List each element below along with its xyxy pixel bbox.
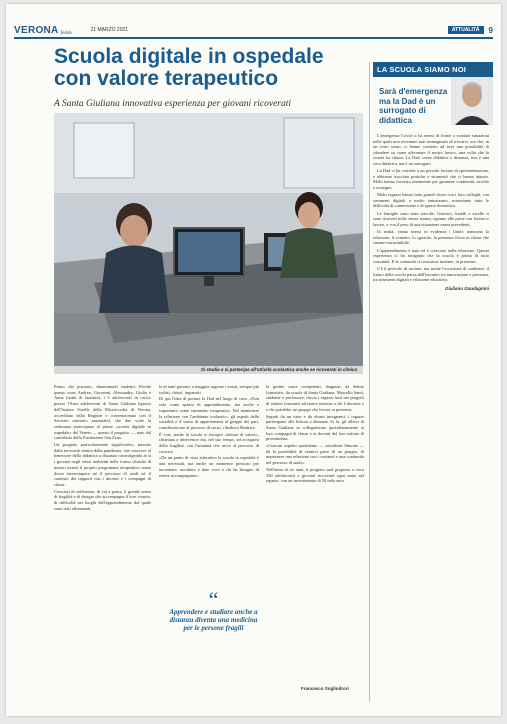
sidebar-paragraph: Molti ragazzi hanno fatto grandi sforzi con i loro colleghi, con strumenti digitali e molto entusiasmo, nonostante tutte le difficoltà di connessione e di spazio domestico.	[373, 192, 489, 208]
section-tag: ATTUALITÀ	[448, 26, 484, 34]
article-paragraph: Un progetto particolarmente significativo, iniziato dalla necessità sentita dalla pandemia, che concorre al benessere della didattica a distanza coinvolgendo al sì i giovani negli stessi ambienti nelle forme cliniche di minori avanti il proprio programma terapeutico senza dover interrompere né il percorso di studi né il contesto dei rapporti con i docenti e i compagni di classe.	[54, 442, 151, 487]
issue-date: 21 MARZO 2021	[90, 27, 129, 33]
sidebar-title: Sarà d'emergenza ma la Dad è un surrogato di didattica	[379, 87, 448, 125]
sidebar-body	[373, 133, 489, 291]
article-paragraph: Nell'anno di tre anni, il progetto sarà proposto a circa 100 adolescenti e giovani ricoverati ogni anno nel reparto, con un investimento di 50 mila euro.	[266, 466, 364, 484]
photo-caption-bar	[54, 366, 363, 374]
photo-caption: Si studia e si partecipa all'attività scolastica anche se ricoverati in clinica	[200, 367, 357, 372]
article-paragraph: È così, anche la scuola si riscopre «fattore di salute», chiamata a intervenire ma, nel suo tempo, ad occuparsi della fragilità, con l'umanità che serve al percorso di crescita.	[159, 431, 259, 454]
sidebar-paragraph: Le famiglie sono state travolte. Genitori, fratelli e sorelle si sono ritrovati nelle stesse stanze, ognuno alle prese con lezioni e lavoro, e con il peso di una situazione senza precedenti.	[373, 210, 489, 227]
sidebar-paragraph: In realtà, vanno messi in evidenza i limiti: mancano la relazione, il contatto, lo sguardo, la presenza fisica in classe che rimane insostituibile.	[373, 229, 489, 245]
masthead-sub: fedele	[60, 30, 73, 36]
author-portrait	[451, 77, 493, 125]
article-column-2	[159, 384, 259, 584]
sidebar-signature: Giuliano Gaudagnini	[444, 285, 489, 291]
column-divider	[369, 62, 370, 702]
quote-mark-icon: “	[208, 587, 219, 612]
sidebar-paragraph: La Dad ci ha costretti a un periodo forzato di sperimentazione, e abbiamo tracciato pratiche e strumenti che ci hanno aiutato. Molti hanno lavorato duramente per garantire continuità, ascolto e sostegno.	[373, 168, 489, 190]
article-paragraph: Seguiti da un tutor e da alcuni insegnanti, i ragazzi partecipano alle lezioni a distanza. Si fa, gli allievi di Santa Giuliana in collegamento quotidianamente ai loro compagni di classe e ai docenti del loro istituto di provenienza.	[266, 413, 364, 442]
subhead: A Santa Giuliana innovativa esperienza per giovani ricoverati	[54, 99, 292, 109]
page-header	[14, 26, 493, 39]
sidebar-paragraph: L'apprendimento è nato ed è cresciuto nella relazione. Questa esperienza ci ha insegnato che la scuola è prima di tutto comunità. E la comunità si costruisce insieme, in presenza.	[373, 247, 489, 264]
sidebar-paragraph: L'emergenza Covid ci ha messi di fronte a svariate situazioni nelle quali non avremmo mai immaginato di trovarci, ma che, in un certo senso, ci hanno costretto ad aver una possibilità di rifondere su come affrontare il nostro lavoro, una volta che la scuola ha chiuso. La Dad, come didattica a distanza, non è una vera didattica, ma è un surrogato.	[373, 133, 489, 166]
article-byline: Francesco Soglindrori	[301, 686, 349, 691]
article-paragraph: le di tanti giovani, a maggior ragione i nostri, sempre più isolati, chiusi, impauriti.	[159, 384, 259, 395]
newspaper-page	[6, 4, 501, 716]
pull-quote-text: Apprendere e studiare anche a distanza diventa una medicina per le persone fragili	[169, 608, 258, 633]
article-paragraph: la gestite come competenti, diagnosi, da debito formativo, da scuole di Santa Giuliana. Marcello Santi, studente e professore, rinvia i ragazzi tutti nei progetti di istituto formativi ad essere insieme a chi è docente o a chi potrebbe, un gruppo che lavora in presenza.	[266, 384, 364, 412]
article-paragraph: Primo che possono, chiamiamoli studenti. Perché questo sono Andrea, Giovanni, Alessandro, Giulia e Anna (nomi di fantasia), i 5 adolescenti in carico presso l'Area adolescenti di Santa Giuliana (spesso dell'Istituto Sorelle della Misericordia di Verona, accreditato dalla Regione e convenzionato con il Servizio sanitario nazionale), che due volte la settimana partecipano al primo «scuola digitale in ospedale» del Veneto — questo il progetto —, nato dal contributo della Fondazione San Zeno.	[54, 384, 151, 441]
classroom-photo-illustration	[54, 113, 363, 366]
sidebar-section-title: LA SCUOLA SIAMO NOI	[373, 62, 493, 77]
sidebar-paragraph: C'è il pericolo di uscirne, ma anche l'occasione di cambiare: il futuro della scuola passa dall'incontro tra innovazione e presenza, tra strumenti digitali e relazione educativa.	[373, 266, 489, 282]
sidebar-column	[373, 62, 493, 702]
article-paragraph: Cresciuti di sofferenza, di cui a paura, il grande senso di fragilità e di disagio che accompagna il loro vissuto, di difficoltà nei luoghi dell'apprendimento dal quale sono stati allontanati.	[54, 488, 151, 511]
article-column-3	[266, 384, 364, 684]
portrait-icon	[451, 77, 493, 125]
article-paragraph: Di qui l'idea di portare la Dad nel luogo di cura. «Non solo come spazio di apprendimento, ma anche e soprattutto come strumento terapeutico. Nel mantenere la relazione con l'ambiente scolastico, gli aspetti della socialità e il senso di appartenenza al gruppo dei pari, contribuiscono al percorso di cura», ribadisce Beatrice.	[159, 396, 259, 430]
pull-quote	[166, 587, 261, 692]
article-column-1	[54, 384, 151, 512]
article-photo	[54, 113, 363, 366]
article-paragraph: «Ciascun aspetto quotidiano — sottolinea Simone — dà la possibilità di sentirsi parte di un gruppo, di mantenere una relazione con i coetanei e una continuità nel percorso di studi».	[266, 443, 364, 466]
page-number: 9	[488, 25, 493, 35]
headline: Scuola digitale in ospedale con valore terapeutico	[54, 45, 324, 90]
article-paragraph: «Da un punto di vista educativo la scuola in ospedale è una necessità, ma anche un momento prezioso per incontrare, ascoltare e dare voce a chi ha bisogno di essere accompagnato».	[159, 455, 259, 478]
masthead: VERONA	[14, 24, 59, 36]
